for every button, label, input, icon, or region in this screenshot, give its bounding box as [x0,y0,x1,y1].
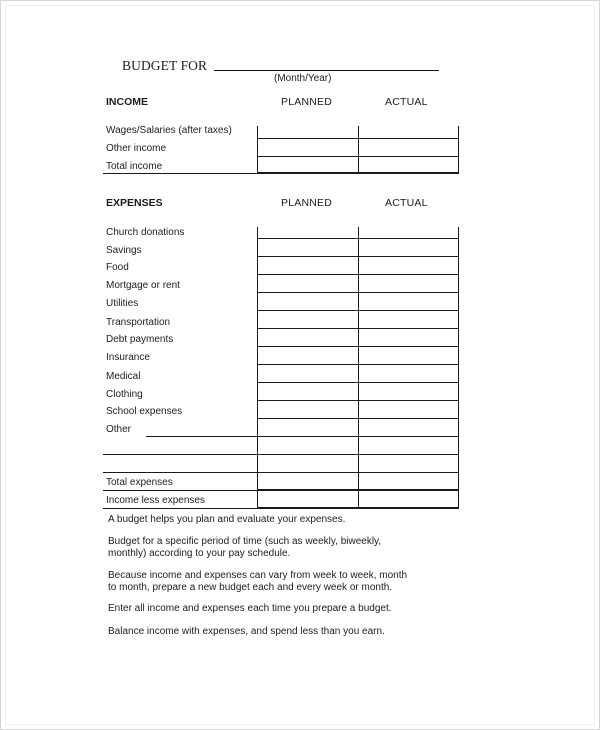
expenses-heading: EXPENSES [106,197,163,209]
income-wages-actual-cell[interactable] [359,126,458,138]
expenses-planned-header: PLANNED [281,197,332,209]
expenses-actual-header: ACTUAL [385,197,428,209]
expenses-grid-line [257,328,459,329]
expenses-grid-line [257,418,459,419]
expense-row-school: School expenses [106,406,183,417]
income-less-expenses-actual-cell[interactable] [359,491,458,507]
month-year-caption: (Month/Year) [274,73,332,84]
expenses-grid-mid [358,227,359,509]
net-row-bottom-border [257,507,459,509]
note-budget-period-line1: Budget for a specific period of time (such as weekly, biweekly, [108,536,382,547]
expenses-grid-line [257,238,459,239]
expense-row-other: Other [106,424,132,435]
expense-row-mortgage: Mortgage or rent [106,280,180,291]
expense-row-food: Food [106,262,129,273]
income-grid-right [458,126,459,174]
blank-expense-underline-1[interactable] [103,454,459,455]
expenses-grid-right [458,227,459,509]
note-enter-all: Enter all income and expenses each time you prepare a budget. [108,603,392,614]
income-total-planned-cell[interactable] [258,157,358,172]
expenses-grid-line [257,364,459,365]
expenses-grid-line [257,292,459,293]
expenses-grid-line [257,382,459,383]
month-year-field[interactable] [214,70,439,71]
expense-row-medical: Medical [106,371,141,382]
income-grid-bottom [257,172,459,174]
expense-church-actual-cell[interactable] [359,228,458,238]
income-heading: INCOME [106,96,148,108]
expense-row-insurance: Insurance [106,352,150,363]
income-total-underline [103,173,257,174]
expense-row-net: Income less expenses [106,495,205,506]
expense-row-utilities: Utilities [106,298,139,309]
note-vary-line1: Because income and expenses can vary from week to week, month [108,570,408,581]
income-planned-header: PLANNED [281,96,332,108]
other-expense-underline[interactable] [146,436,459,437]
income-total-actual-cell[interactable] [359,157,458,172]
expense-row-church-donations: Church donations [106,227,185,238]
expense-church-planned-cell[interactable] [258,228,358,238]
income-less-expenses-planned-cell[interactable] [258,491,358,507]
note-balance: Balance income with expenses, and spend less than you earn. [108,626,385,637]
expenses-grid-line [257,310,459,311]
total-expenses-underline [103,490,257,491]
note-vary-line2: to month, prepare a new budget each and every week or month. [108,582,393,593]
income-wages-planned-cell[interactable] [258,126,358,138]
net-row-underline [103,508,257,509]
income-row-total: Total income [106,161,163,172]
income-other-actual-cell[interactable] [359,139,458,156]
expense-row-total: Total expenses [106,477,173,488]
page-inner-border [5,5,595,725]
expenses-grid-line [257,346,459,347]
expense-row-savings: Savings [106,245,142,256]
income-other-planned-cell[interactable] [258,139,358,156]
expense-row-transportation: Transportation [106,317,171,328]
income-row-other: Other income [106,143,167,154]
income-row-wages: Wages/Salaries (after taxes) [106,125,232,136]
expenses-grid-line [257,400,459,401]
expenses-grid-line [257,274,459,275]
expense-row-clothing: Clothing [106,389,143,400]
note-budget-period-line2: monthly) according to your pay schedule. [108,548,291,559]
budget-title: BUDGET FOR [122,58,208,73]
expenses-grid-line [257,256,459,257]
note-budget-purpose: A budget helps you plan and evaluate your expenses. [108,514,346,525]
expense-row-debt: Debt payments [106,334,174,345]
income-actual-header: ACTUAL [385,96,428,108]
expenses-grid-left [257,227,258,509]
blank-expense-underline-2[interactable] [103,472,459,473]
